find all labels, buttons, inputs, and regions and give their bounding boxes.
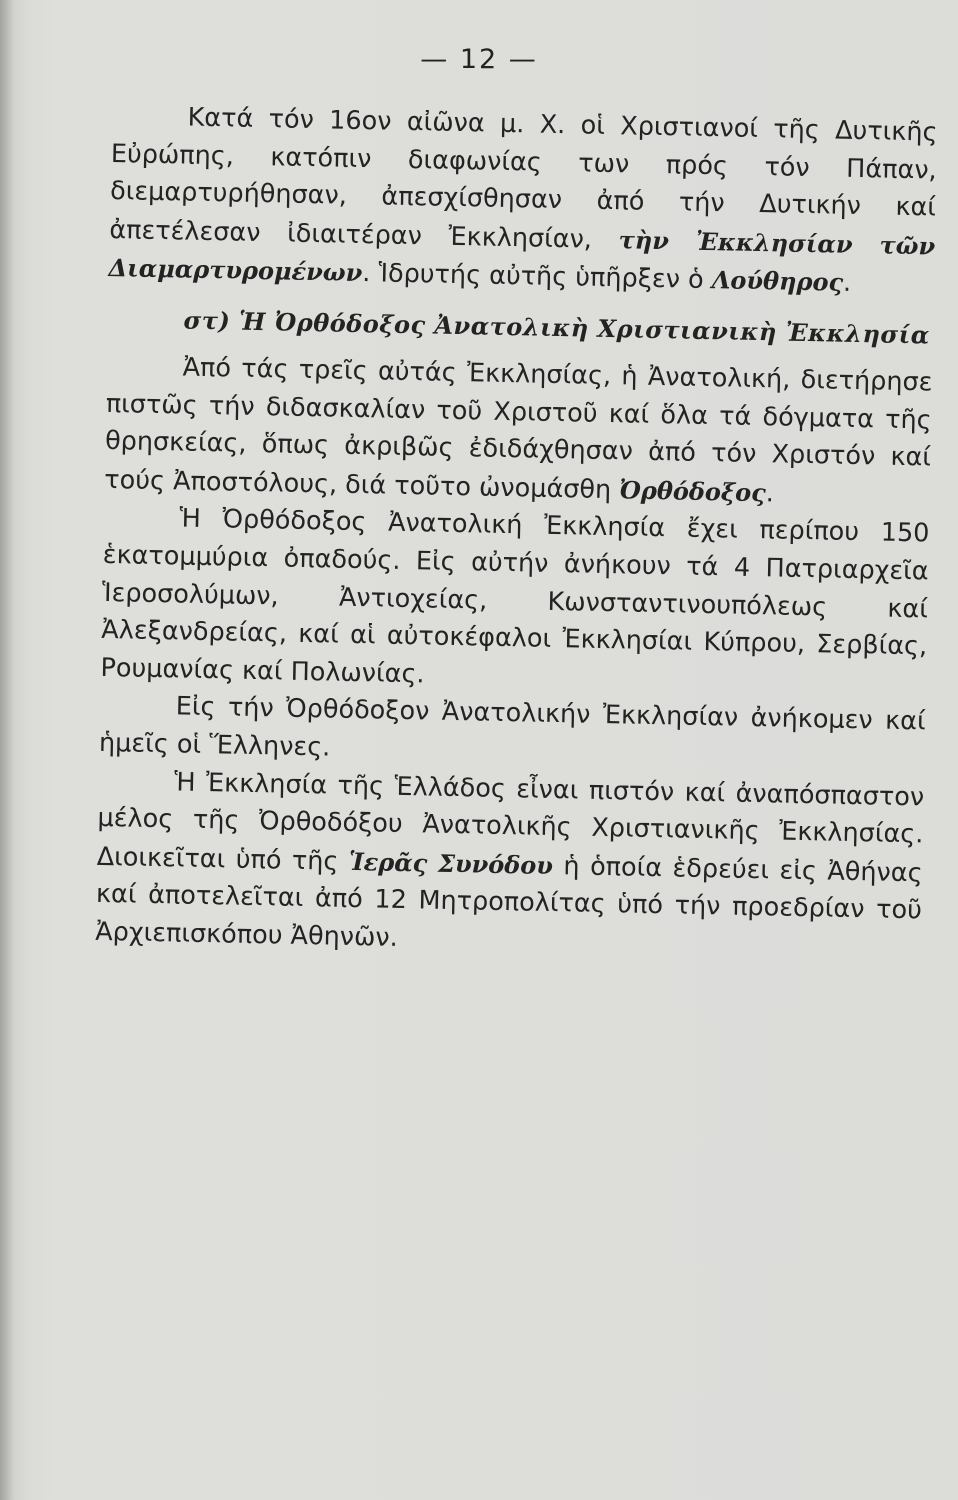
paragraph-protestants (108, 98, 938, 305)
body-text (95, 98, 938, 968)
emphasized-name: Λούθηρος (711, 265, 844, 298)
emphasized-term: Ὀρθόδοξος (619, 475, 767, 507)
page-edge-shadow (0, 0, 14, 1500)
paragraph-text: . Ἱδρυτής αὐτῆς ὑπῆρξεν ὁ (362, 258, 713, 296)
paragraph-patriarchates: Ἡ Ὀρθόδοξος Ἀνατολική Ἐκκλησία ἔχει περίπου 150 ἑκατομμύρια ὀπαδούς. Εἰς αὐτήν ἀνήκουν τά 4 Πατριαρχεῖα Ἱεροσολύμων, Ἀντιοχείας, Κωνσταντινουπόλεως καί Ἀλεξανδρείας, καί αἱ αὐτοκέφαλοι Ἐκκλησίαι Κύπρου, Σερβίας, Ρουμανίας καί Πολωνίας. (100, 503, 930, 690)
paragraph-greeks: Εἰς τήν Ὀρθόδοξον Ἀνατολικήν Ἐκκλησίαν ἀνήκομεν καί ἡμεῖς οἱ Ἕλληνες. (98, 691, 926, 763)
page-number: — 12 — (420, 44, 538, 75)
paragraph-text: . (765, 477, 775, 509)
paragraph-text: . (842, 268, 852, 299)
paragraph-text: ἡ ὁποία ἑδρεύει εἰς Ἀθήνας καί ἀποτελεῖται ἀπό 12 Μητροπολίτας ὑπό τήν προεδρίαν τοῦ Ἀρχιεπισκόπου Ἀθηνῶν. (94, 850, 923, 953)
section-heading: στ) Ἡ Ὀρθόδοξος Ἀνατολικὴ Χριστιανικὴ Ἐκκλησία (183, 305, 931, 350)
paragraph-text: Ἡ Ἐκκλησία τῆς Ἑλλάδος εἶναι πιστόν καί ἀναπόσπαστον μέλος τῆς Ὀρθοδόξου Ἀνατολικῆς Χριστιανικῆς Ἐκκλησίας. Διοικεῖται ὑπό τῆς (96, 766, 925, 877)
paragraph-text: Ἀπό τάς τρεῖς αὐτάς Ἐκκλησίας, ἡ Ἀνατολική, διετήρησε πιστῶς τήν διδασκαλίαν τοῦ Χριστοῦ καί ὅλα τά δόγματα τῆς θρησκείας, ὅπως ἀκριβῶς ἐδιδάχθησαν ἀπό τόν Χριστόν καί τούς Ἀποστόλους, διά τοῦτο ὠνομάσθη (104, 352, 933, 506)
paragraph-church-of-greece (95, 762, 925, 968)
paragraph-eastern-church (104, 348, 933, 516)
paragraph-text: Κατά τόν 16ον αἰῶνα μ. Χ. οἱ Χριστιανοί τῆς Δυτικῆς Εὐρώπης, κατόπιν διαφωνίας των πρός τόν Πάπαν, διεμαρτυρήθησαν, ἀπεσχίσθησαν ἀπό τήν Δυτικήν καί ἀπετέλεσαν ἰδιαιτέραν Ἐκκλησίαν, (109, 102, 938, 255)
emphasized-term: τὴν Ἐκκλησίαν τῶν Διαμαρτυρομένων (108, 224, 936, 288)
emphasized-term: Ἱερᾶς Συνόδου (348, 846, 554, 880)
